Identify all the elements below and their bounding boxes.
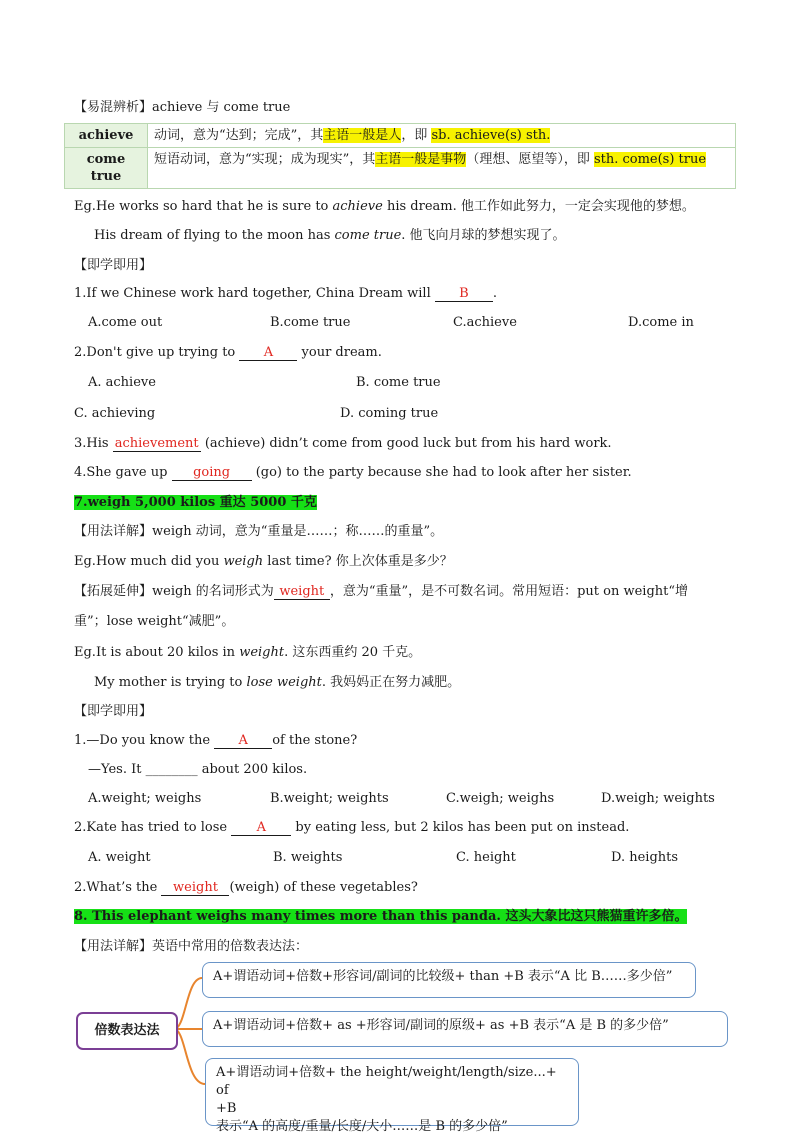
option: A. achieve	[88, 375, 156, 390]
branch-line	[174, 978, 202, 1029]
def-highlight: sb. achieve(s) sth.	[431, 128, 551, 143]
section-heading: 【易混辨析】achieve 与 come true	[74, 100, 291, 115]
mind-map-box: A+谓语动词+倍数+形容词/副词的比较级+ than +B 表示“A 比 B……多少倍”	[202, 962, 696, 998]
example-sentence: Eg.It is about 20 kilos in weight. 这东西重约 20 千克。	[74, 645, 422, 660]
option: D. coming true	[340, 406, 439, 421]
example-sentence: My mother is trying to lose weight. 我妈妈正在努力减肥。	[94, 675, 461, 690]
option: C. height	[456, 850, 516, 865]
question: 1.If we Chinese work hard together, China Dream will B .	[74, 286, 497, 301]
mind-map-center: 倍数表达法	[76, 1012, 178, 1050]
question: 3.His achievement (achieve) didn’t come from good luck but from his hard work.	[74, 436, 612, 451]
question: 4.She gave up going (go) to the party because she had to look after her sister.	[74, 465, 632, 480]
option: A.come out	[88, 315, 163, 330]
mind-map-box: A+谓语动词+倍数+ as +形容词/副词的原级+ as +B 表示“A 是 B 的多少倍”	[202, 1011, 728, 1047]
option: B. weights	[273, 850, 343, 865]
extension-text: 重”；lose weight“减肥”。	[74, 614, 235, 629]
definition-cell	[148, 124, 736, 148]
answer-text: weight	[279, 584, 325, 599]
question: 2.Don't give up trying to A your dream.	[74, 345, 382, 360]
option: B. come true	[356, 375, 441, 390]
comparison-table	[64, 123, 736, 189]
def-highlight: sth. come(s) true	[593, 152, 707, 167]
def-highlight: 主语一般是人	[323, 128, 402, 143]
answer-text: A	[238, 733, 248, 748]
option: B.weight; weights	[270, 791, 389, 806]
question: 2.Kate has tried to lose A by eating less, but 2 kilos has been put on instead.	[74, 820, 630, 835]
example-sentence: Eg.He works so hard that he is sure to achieve his dream. 他工作如此努力，一定会实现他的梦想。	[74, 199, 695, 214]
extension-text: 【拓展延伸】weigh 的名词形式为 weight ，意为“重量”，是不可数名词。常用短语：put on weight“增	[74, 584, 689, 599]
term-cell: come true	[65, 148, 148, 189]
usage-text: 【用法详解】weigh 动词，意为“重量是……；称……的重量”。	[74, 524, 444, 539]
def-text: ，即	[401, 128, 432, 143]
option: C.achieve	[453, 315, 517, 330]
def-highlight: 主语一般是事物	[375, 152, 467, 167]
option: D. heights	[611, 850, 679, 865]
option: C.weigh; weighs	[446, 791, 555, 806]
def-text: 动词，意为“达到；完成”，其	[154, 128, 324, 143]
usage-text: 【用法详解】英语中常用的倍数表达法：	[74, 939, 309, 954]
section-title: 7.weigh 5,000 kilos 重达 5000 千克	[74, 495, 317, 510]
answer-text: A	[256, 820, 266, 835]
def-text: 短语动词，意为“实现；成为现实”，其	[154, 152, 376, 167]
option: A.weight; weighs	[88, 791, 202, 806]
branch-line	[174, 1029, 205, 1084]
box-line: 表示“A 的高度/重量/长度/大小……是 B 的多少倍”	[216, 1119, 508, 1134]
answer-text: going	[193, 465, 231, 480]
example-sentence: Eg.How much did you weigh last time? 你上次体重是多少？	[74, 554, 453, 569]
answer-text: B	[459, 286, 469, 301]
table-row	[65, 124, 736, 148]
answer-text: A	[263, 345, 274, 360]
question-line: —Yes. It ________ about 200 kilos.	[88, 762, 308, 777]
option: A. weight	[88, 850, 151, 865]
option: D.come in	[628, 315, 694, 330]
practice-heading: 【即学即用】	[74, 258, 153, 273]
term-cell: achieve	[65, 124, 148, 148]
definition-cell	[148, 148, 736, 189]
example-sentence: His dream of flying to the moon has come true. 他飞向月球的梦想实现了。	[94, 228, 566, 243]
mind-map-box	[205, 1058, 579, 1134]
option: C. achieving	[74, 406, 156, 421]
option: D.weigh; weights	[601, 791, 715, 806]
answer-text: achievement	[114, 436, 199, 451]
question: 1.—Do you know the A of the stone?	[74, 733, 358, 748]
question: 2.What’s the weight (weigh) of these vegetables?	[74, 880, 418, 895]
table-row	[65, 148, 736, 189]
option: B.come true	[270, 315, 351, 330]
section-title: 8. This elephant weighs many times more than this panda. 这头大象比这只熊猫重许多倍。	[74, 909, 688, 924]
box-line: +B	[216, 1101, 237, 1116]
answer-text: weight	[173, 880, 218, 895]
practice-heading: 【即学即用】	[74, 704, 153, 719]
box-line: A+谓语动词+倍数+ the height/weight/length/size...+ of	[216, 1065, 557, 1098]
def-text: （理想、愿望等），即	[466, 152, 594, 167]
